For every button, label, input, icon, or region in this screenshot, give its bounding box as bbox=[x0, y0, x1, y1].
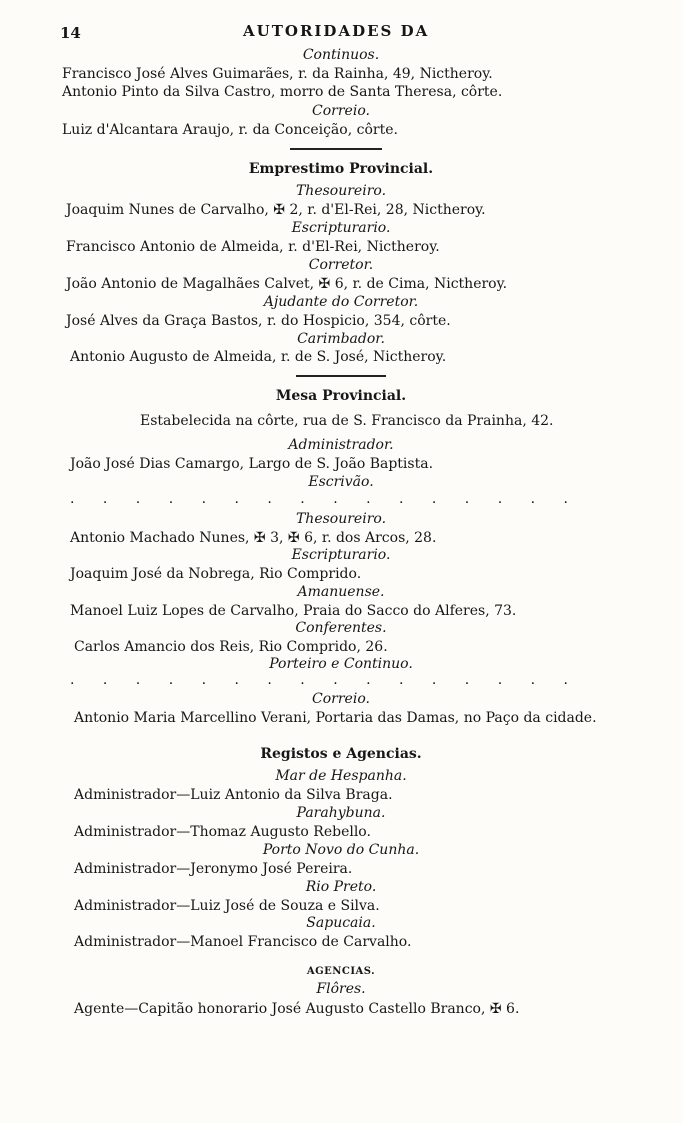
entry: Administrador—Thomaz Augusto Rebello. bbox=[74, 824, 371, 840]
role-title: Correio. bbox=[312, 691, 370, 707]
role-title: Porteiro e Continuo. bbox=[269, 656, 413, 672]
role-title: Rio Preto. bbox=[305, 879, 377, 895]
entry: Agente—Capitão honorario José Augusto Castello Branco, ✠ 6. bbox=[74, 1001, 520, 1017]
entry: Manoel Luiz Lopes de Carvalho, Praia do Sacco do Alferes, 73. bbox=[70, 603, 517, 619]
role-title: Parahybuna. bbox=[296, 805, 386, 821]
entry: José Alves da Graça Bastos, r. do Hospicio, 354, côrte. bbox=[66, 313, 451, 329]
dotted-leader: . . . . . . . . . . . . . . . . bbox=[70, 491, 580, 507]
page-number: 14 bbox=[60, 24, 81, 42]
entry: Antonio Pinto da Silva Castro, morro de Santa Theresa, côrte. bbox=[62, 84, 503, 100]
role-title: Ajudante do Corretor. bbox=[263, 294, 419, 310]
role-title: Administrador. bbox=[288, 437, 394, 453]
role-title: Conferentes. bbox=[295, 620, 387, 636]
section-title: Emprestimo Provincial. bbox=[248, 161, 434, 177]
role-title: Sapucaia. bbox=[306, 915, 376, 931]
role-title: Thesoureiro. bbox=[295, 511, 387, 527]
entry: Antonio Machado Nunes, ✠ 3, ✠ 6, r. dos Arcos, 28. bbox=[70, 530, 437, 546]
role-title: Flôres. bbox=[316, 981, 366, 997]
role-title: Amanuense. bbox=[297, 584, 385, 600]
role-title: Escripturario. bbox=[291, 220, 391, 236]
role-title: Mar de Hespanha. bbox=[275, 768, 407, 784]
role-title: Correio. bbox=[312, 103, 370, 119]
entry: Francisco José Alves Guimarães, r. da Rainha, 49, Nictheroy. bbox=[62, 66, 493, 82]
entry: Administrador—Jeronymo José Pereira. bbox=[74, 861, 353, 877]
role-title: Escrivão. bbox=[308, 474, 374, 490]
dotted-leader: . . . . . . . . . . . . . . . . bbox=[70, 672, 580, 688]
section-divider bbox=[290, 148, 382, 150]
entry: Luiz d'Alcantara Araujo, r. da Conceição, côrte. bbox=[62, 122, 398, 138]
running-title: AUTORIDADES DA bbox=[243, 22, 430, 40]
role-title: Corretor. bbox=[308, 257, 374, 273]
entry: Antonio Maria Marcellino Verani, Portaria das Damas, no Paço da cidade. bbox=[74, 710, 597, 726]
entry: João José Dias Camargo, Largo de S. João Baptista. bbox=[70, 456, 434, 472]
section-note: Estabelecida na côrte, rua de S. Francisco da Prainha, 42. bbox=[140, 413, 554, 429]
entry: Administrador—Luiz Antonio da Silva Braga. bbox=[74, 787, 393, 803]
role-title: Porto Novo do Cunha. bbox=[262, 842, 420, 858]
entry: Carlos Amancio dos Reis, Rio Comprido, 26. bbox=[74, 639, 388, 655]
entry: Antonio Augusto de Almeida, r. de S. José, Nictheroy. bbox=[70, 349, 447, 365]
role-title: Carimbador. bbox=[297, 331, 385, 347]
section-title: Mesa Provincial. bbox=[275, 388, 407, 404]
entry: Administrador—Luiz José de Souza e Silva. bbox=[74, 898, 380, 914]
subsection-title: AGENCIAS. bbox=[306, 966, 376, 977]
role-title: Thesoureiro. bbox=[295, 183, 387, 199]
entry: Joaquim José da Nobrega, Rio Comprido. bbox=[70, 566, 362, 582]
section-divider bbox=[296, 375, 386, 377]
entry: João Antonio de Magalhães Calvet, ✠ 6, r. de Cima, Nictheroy. bbox=[66, 276, 508, 292]
role-title: Escripturario. bbox=[291, 547, 391, 563]
entry: Joaquim Nunes de Carvalho, ✠ 2, r. d'El-Rei, 28, Nictheroy. bbox=[66, 202, 486, 218]
entry: Administrador—Manoel Francisco de Carvalho. bbox=[74, 934, 412, 950]
entry: Francisco Antonio de Almeida, r. d'El-Rei, Nictheroy. bbox=[66, 239, 440, 255]
section-title: Registos e Agencias. bbox=[260, 746, 422, 762]
role-title: Continuos. bbox=[302, 47, 380, 63]
